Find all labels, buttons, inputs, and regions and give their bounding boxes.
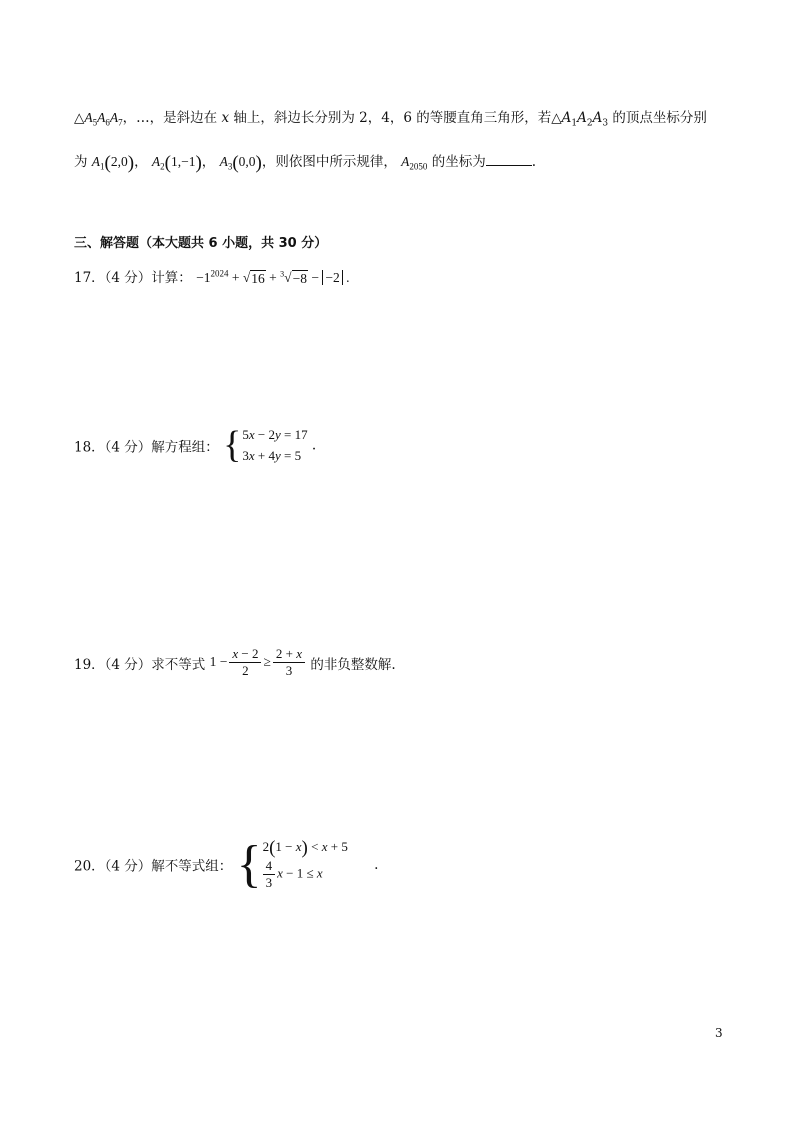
point-a1: $A_1(2,0)$ xyxy=(91,152,135,174)
q19-suffix: 的非负整数解. xyxy=(310,656,396,673)
q18-eq1: 5x − 2y = 17 xyxy=(242,427,308,442)
q16-line-1 xyxy=(74,106,707,129)
question-18 xyxy=(74,424,316,467)
question-19 xyxy=(74,646,396,680)
answer-blank xyxy=(486,151,532,166)
q16-intro: 为 xyxy=(74,154,88,170)
left-brace: { xyxy=(236,835,262,893)
left-brace: { xyxy=(223,424,242,467)
q19-inequality: 1 − $\frac{x - 2}{2}$ ≥ $\frac{2 + x}{3}$ xyxy=(210,654,311,669)
q18-label: 18．（4 分）解方程组： xyxy=(74,439,219,456)
q19-label: 19．（4 分）求不等式 xyxy=(74,656,206,673)
q16-line-2: 为 $A_1(2,0)$， $A_2(1,-1)$， $A_3(0,0)$，则依图中所示规律， $A_{2050}$ 的坐标为 . xyxy=(74,152,536,174)
q20-ineq1: 2(1 − x) < x + 5 xyxy=(262,837,348,859)
page-number: 3 xyxy=(715,1026,723,1040)
q17-expression: $-1^{2024}$ + √ 16 + $^3$ √ −8 − −2 . xyxy=(196,268,350,286)
section-3-heading: 三、解答题（本大题共 6 小题，共 30 分） xyxy=(74,236,328,251)
q16-end: 的坐标为 xyxy=(431,154,486,170)
q16-line1-text: ，…，是斜边在 x 轴上，斜边长分别为 2，4，6 的等腰直角三角形，若$\triangle A_1A_2A_3$ 的顶点坐标分别 xyxy=(122,110,707,129)
q20-ineq2: $\frac{4}{3}$ x − 1 ≤ x xyxy=(263,858,348,892)
q20-label: 20．（4 分）解不等式组： xyxy=(74,858,233,875)
q20-period: . xyxy=(374,856,379,873)
question-17 xyxy=(74,266,349,287)
point-a2: $A_2(1,-1)$ xyxy=(151,152,202,174)
q18-eq2: 3x + 4y = 5 xyxy=(242,448,302,464)
triangle-a5a6a7: $\triangle A_5A_6A_7$ xyxy=(74,110,123,128)
q17-label: 17．（4 分）计算： xyxy=(74,270,192,286)
question-20 xyxy=(74,835,379,893)
q16-period: . xyxy=(531,154,536,170)
q18-period: . xyxy=(311,437,317,454)
point-a3: $A_3(0,0)$ xyxy=(219,152,262,174)
q16-mid: ，则依图中所示规律， xyxy=(261,154,397,170)
q20-system xyxy=(236,835,348,893)
target-point: $A_{2050}$ xyxy=(401,154,428,172)
q18-system xyxy=(223,424,308,467)
